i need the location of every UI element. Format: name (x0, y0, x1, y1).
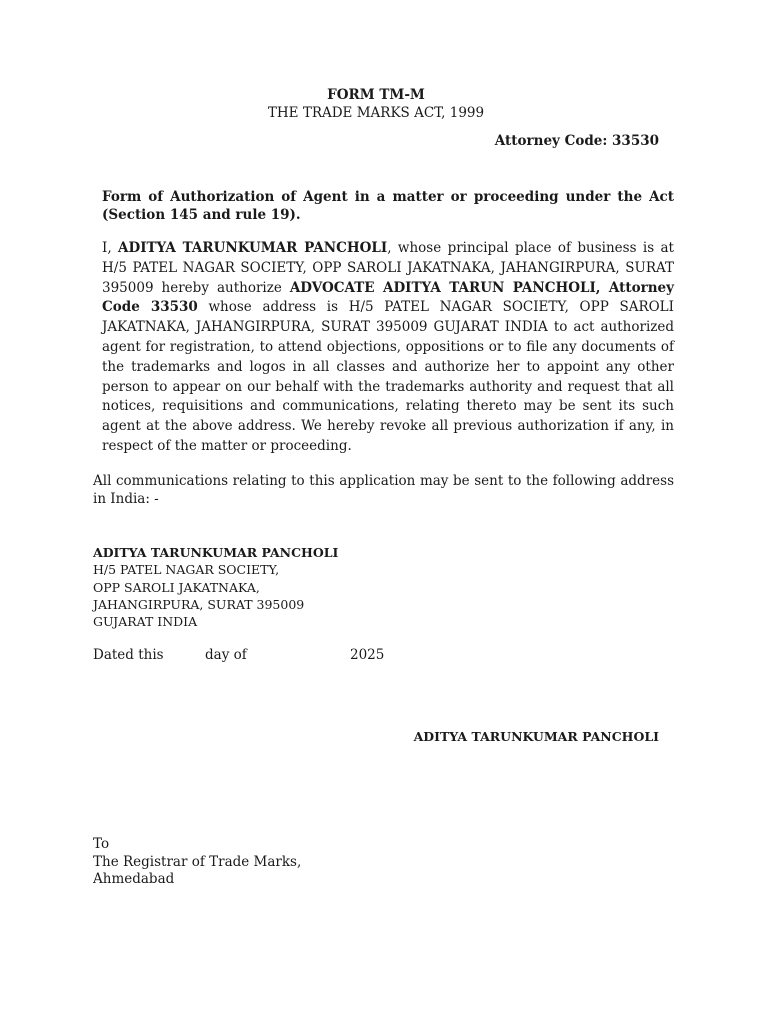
signature-name: ADITYA TARUNKUMAR PANCHOLI (413, 729, 659, 744)
address-line: JAHANGIRPURA, SURAT 395009 (93, 596, 305, 612)
dated-prefix: Dated this (93, 647, 164, 663)
attorney-code: Attorney Code: 33530 (494, 133, 659, 149)
address-line: OPP SAROLI JAKATNAKA, (93, 579, 260, 595)
recipient-to: To (93, 836, 110, 852)
form-title: FORM TM-M (327, 87, 425, 103)
recipient-line: The Registrar of Trade Marks, (93, 853, 302, 870)
dated-line (93, 647, 384, 663)
principal-name: ADITYA TARUNKUMAR PANCHOLI (118, 240, 388, 256)
communications-paragraph: All communications relating to this application may be sent to the following address in India: - (93, 473, 674, 507)
address-line: H/5 PATEL NAGAR SOCIETY, (93, 562, 280, 578)
address-line: GUJARAT INDIA (93, 614, 198, 630)
body-text-part3: whose address is H/5 PATEL NAGAR SOCIETY, OPP SAROLI JAKATNAKA, JAHANGIRPURA, SURAT 395009 GUJARAT INDIA to act authorized agent for registration, to attend objections, oppositions or to file any documents of the trademarks and logos in all classes and authorize her to appoint any other person to appear on our behalf with the trademarks authority and request that all notices, requisitions and communications, relating thereto may be sent its such agent at the above address. We hereby revoke all previous authorization if any, in respect of the matter or proceeding. (102, 299, 674, 454)
address-block (93, 544, 338, 630)
body-text-part1: I, (102, 240, 119, 256)
dated-day-of: day of (205, 647, 247, 663)
agent-name: ADVOCATE ADITYA TARUN PANCHOLI, Attorney Code 33530 (102, 279, 674, 316)
act-title: THE TRADE MARKS ACT, 1999 (267, 105, 485, 121)
authorization-body (102, 239, 674, 457)
recipient-line: Ahmedabad (93, 871, 175, 887)
recipient-block (93, 836, 301, 889)
authorization-heading: Form of Authorization of Agent in a matter or proceeding under the Act (Section 145 and rule 19). (102, 189, 674, 223)
dated-year: 2025 (350, 647, 385, 663)
address-name: ADITYA TARUNKUMAR PANCHOLI (93, 545, 339, 560)
body-text-part2: , whose principal place of business is at H/5 PATEL NAGAR SOCIETY, OPP SAROLI JAKATNAKA, JAHANGIRPURA, SURAT 395009 hereby authorize (102, 240, 674, 296)
